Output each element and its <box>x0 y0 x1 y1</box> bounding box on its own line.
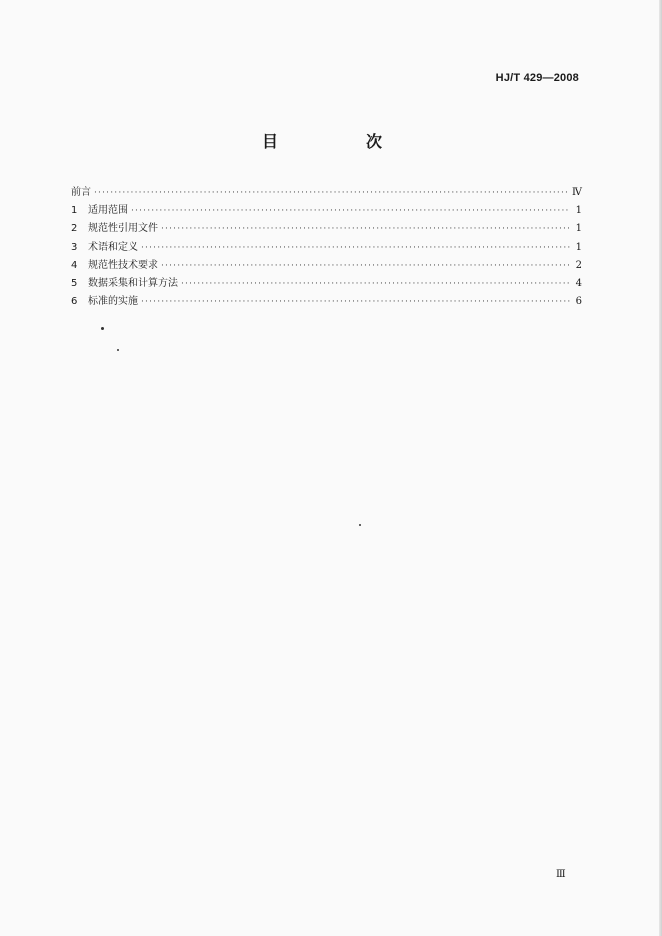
toc-leader-dots <box>161 261 570 271</box>
toc-entry-page: 1 <box>575 241 582 253</box>
toc-entry-technical-requirements[interactable] <box>71 256 582 274</box>
toc-entry-page: 1 <box>575 223 582 235</box>
toc-leader-dots <box>131 206 570 216</box>
toc-leader-dots <box>94 188 568 198</box>
toc-leader-dots <box>141 297 570 307</box>
toc-entry-terms-definitions[interactable] <box>71 238 582 256</box>
toc-entry-number: 5 <box>71 277 78 289</box>
toc-entry-number: 6 <box>71 296 78 308</box>
toc-entry-label: 标准的实施 <box>88 296 138 308</box>
table-of-contents <box>71 183 582 310</box>
toc-leader-dots <box>141 243 570 253</box>
toc-entry-page: 2 <box>575 259 582 271</box>
toc-entry-label: 适用范围 <box>88 205 128 217</box>
toc-entry-label: 规范性技术要求 <box>88 259 158 271</box>
toc-entry-page: Ⅳ <box>572 187 582 198</box>
toc-entry-page: 4 <box>575 277 582 289</box>
scan-speck <box>359 524 361 526</box>
toc-entry-implementation[interactable] <box>71 292 582 310</box>
toc-entry-number: 3 <box>71 241 78 253</box>
toc-entry-label: 术语和定义 <box>88 241 138 253</box>
toc-leader-dots <box>161 224 570 234</box>
toc-entry-normative-references[interactable] <box>71 219 582 237</box>
toc-entry-page: 6 <box>575 296 582 308</box>
toc-entry-page: 1 <box>575 205 582 217</box>
standard-code: HJ/T 429—2008 <box>495 72 579 84</box>
scan-speck <box>117 349 119 351</box>
toc-entry-label: 数据采集和计算方法 <box>88 277 178 289</box>
toc-leader-dots <box>181 279 570 289</box>
toc-entry-data-collection[interactable] <box>71 274 582 292</box>
toc-entry-number: 2 <box>71 223 78 235</box>
toc-entry-scope[interactable] <box>71 201 582 219</box>
scan-speck <box>101 327 104 330</box>
toc-entry-number: 4 <box>71 259 78 271</box>
page-number: Ⅲ <box>556 869 566 880</box>
toc-entry-label: 前言 <box>71 187 91 198</box>
toc-entry-number: 1 <box>71 205 78 217</box>
toc-entry-preface[interactable] <box>71 183 582 201</box>
toc-entry-label: 规范性引用文件 <box>88 223 158 235</box>
toc-title: 目 次 <box>261 132 418 151</box>
